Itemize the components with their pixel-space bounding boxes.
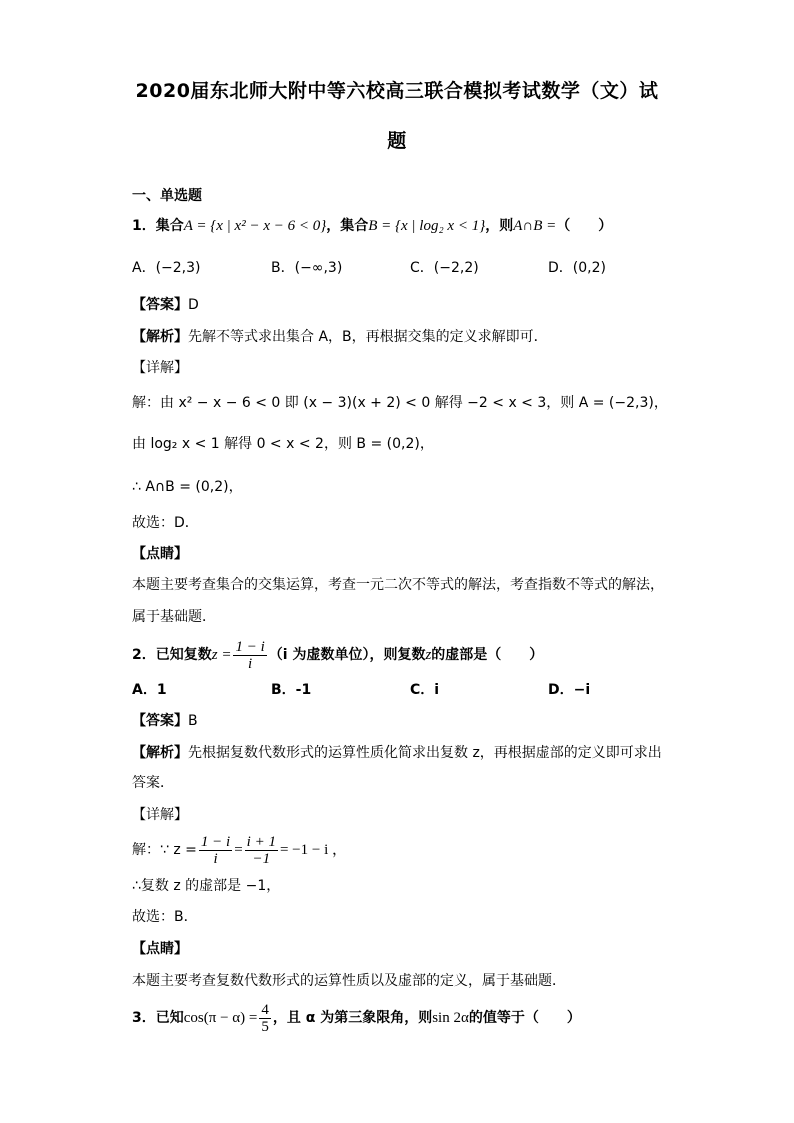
title-line-1: 2020届东北师大附中等六校高三联合模拟考试数学（文）试 <box>135 80 659 102</box>
q2-fraction <box>233 639 266 672</box>
q2-solution-3: 故选：B． <box>132 909 198 925</box>
q2-fraction-numerator: 1 − i <box>235 638 265 655</box>
q3-stem <box>132 1000 581 1036</box>
q1-comment-2: 属于基础题． <box>132 609 216 625</box>
q1-solution-2: 由 log₂ x < 1 解得 0 < x < 2，则 B = (0,2)， <box>132 436 434 452</box>
q2-analysis-text-2: 答案． <box>132 775 174 791</box>
q1-solution-4: 故选：D． <box>132 515 199 531</box>
q1-answer-tag: 【答案】 <box>132 297 188 313</box>
q1-analysis <box>132 327 548 347</box>
q2-answer-tag: 【答案】 <box>132 713 188 729</box>
q2-detail-tag: 【详解】 <box>132 807 188 823</box>
q2-answer <box>132 711 198 731</box>
q1-solution-1: 解：由 x² − x − 6 < 0 即 (x − 3)(x + 2) < 0 解得 −2 < x < 3，则 A = (−2,3)， <box>132 395 668 411</box>
q3-fraction-denominator: 5 <box>261 1018 269 1035</box>
q2-sol-f2-denominator: −1 <box>252 850 271 867</box>
q1-option-b: B．(−∞,3) <box>271 260 343 276</box>
q1-text-a: 集合 <box>155 218 184 234</box>
q2-analysis <box>132 743 662 763</box>
q2-option-d: D．−i <box>548 682 591 698</box>
q2-stem <box>132 638 543 672</box>
q3-text-a: 已知 <box>155 1010 184 1026</box>
section-heading: 一、单选题 <box>132 188 202 204</box>
q3-text-c: 的值等于（ ） <box>468 1010 581 1026</box>
q2-comment: 本题主要考查复数代数形式的运算性质以及虚部的定义，属于基础题． <box>132 973 566 989</box>
q2-sol-fraction-1 <box>199 834 232 867</box>
q1-answer <box>132 295 199 315</box>
q1-set-b: B = {x | log₂ x < 1} <box>368 218 486 234</box>
q1-expr: A∩B = <box>513 218 557 234</box>
q2-number: 2． <box>132 647 156 663</box>
q2-option-a: A．1 <box>132 682 167 698</box>
q2-fraction-denominator: i <box>248 655 253 672</box>
q3-text-b: ，且 α 为第三象限角，则 <box>272 1010 433 1026</box>
q2-z-eq: z = <box>211 647 232 663</box>
q1-option-a: A．(−2,3) <box>132 260 201 276</box>
q2-comment-tag: 【点睛】 <box>132 941 188 957</box>
q2-text-b: （i 为虚数单位），则复数 <box>268 647 426 663</box>
q2-sol-f2-numerator: i + 1 <box>246 833 276 850</box>
q2-analysis-text-1: 先根据复数代数形式的运算性质化简求出复数 z，再根据虚部的定义即可求出 <box>188 745 662 761</box>
q2-text-a: 已知复数 <box>155 647 212 663</box>
q1-text-b: ，集合 <box>326 218 369 234</box>
q2-solution-2: ∴复数 z 的虚部是 −1， <box>132 878 281 894</box>
q2-option-b: B．-1 <box>271 682 312 698</box>
document-title <box>120 66 674 166</box>
q2-z: z <box>425 647 432 663</box>
q2-answer-value: B <box>188 713 198 729</box>
q1-set-a: A = {x | x² − x − 6 < 0} <box>183 218 327 234</box>
q2-sol-eq: = <box>234 842 243 858</box>
q1-option-d: D．(0,2) <box>548 260 606 276</box>
q2-option-c: C．i <box>410 682 440 698</box>
q2-sol-f1-numerator: 1 − i <box>200 833 231 850</box>
q1-answer-value: D <box>188 297 199 313</box>
q2-text-c: 的虚部是（ ） <box>431 647 544 663</box>
q1-detail-tag: 【详解】 <box>132 360 188 376</box>
q2-solution-1 <box>132 832 347 868</box>
title-line-2: 题 <box>387 130 407 152</box>
q3-fraction-numerator: 4 <box>261 1001 269 1018</box>
q1-number: 1． <box>132 218 156 234</box>
q2-sol-tail: = −1 − i ， <box>279 842 347 858</box>
q2-sol-prefix: 解：∵ z = <box>132 842 197 858</box>
q1-paren: （ ） <box>556 218 613 234</box>
q2-sol-fraction-2 <box>245 834 278 867</box>
q2-analysis-tag: 【解析】 <box>132 745 188 761</box>
q1-comment-tag: 【点睛】 <box>132 546 188 562</box>
q1-option-c: C．(−2,2) <box>410 260 479 276</box>
q1-analysis-text: 先解不等式求出集合 A，B，再根据交集的定义求解即可． <box>188 329 548 345</box>
q1-analysis-tag: 【解析】 <box>132 329 188 345</box>
q3-number: 3． <box>132 1010 156 1026</box>
q3-sin: sin 2α <box>432 1010 469 1026</box>
q3-cos: cos(π − α) = <box>183 1010 258 1026</box>
q1-stem <box>132 216 612 236</box>
q1-comment-1: 本题主要考查集合的交集运算，考查一元二次不等式的解法，考查指数不等式的解法， <box>132 577 664 593</box>
q1-text-c: ，则 <box>485 218 514 234</box>
q1-solution-3: ∴ A∩B = (0,2)， <box>132 479 243 495</box>
q3-fraction <box>259 1002 271 1035</box>
q2-sol-f1-denominator: i <box>213 850 218 867</box>
